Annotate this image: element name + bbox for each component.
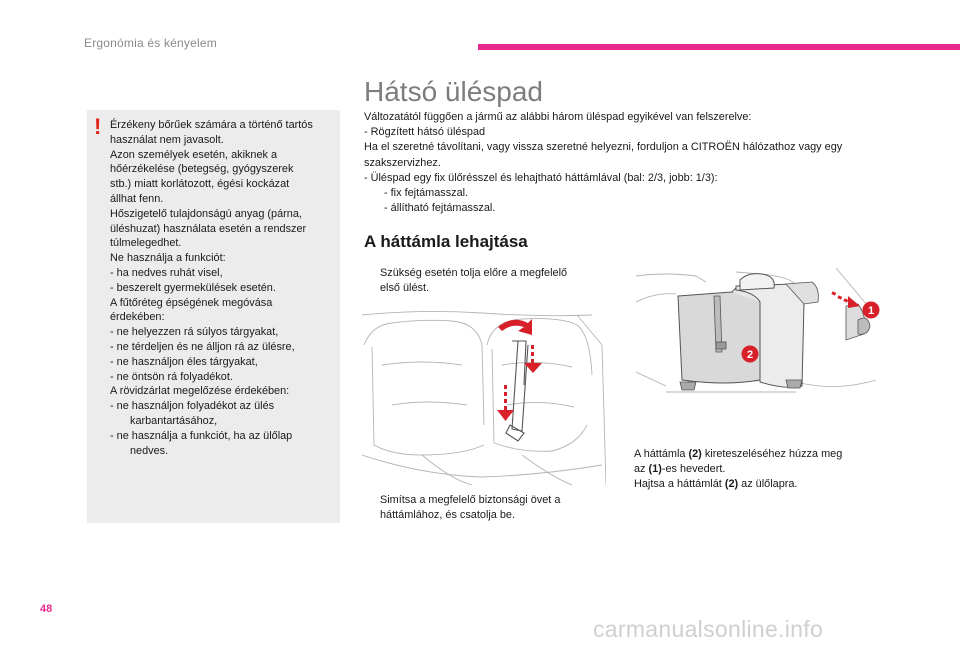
step-2-line: háttámlához, és csatolja be.	[380, 509, 516, 522]
warning-line: hőérzékelése (betegség, gyógyszerek	[110, 163, 294, 176]
warning-line: - ne használja a funkciót, ha az ülőlap	[110, 429, 293, 442]
page-title: Hátsó üléspad	[364, 76, 544, 107]
step-3-ref: (1)	[648, 463, 662, 476]
step-3-text: A háttámla	[634, 448, 689, 460]
step-1	[366, 266, 567, 296]
warning-line: Azon személyek esetén, akiknek a	[110, 148, 278, 161]
callout-1	[862, 301, 880, 319]
intro-text	[364, 110, 904, 216]
step-2	[366, 493, 560, 523]
warning-line: érdekében:	[110, 311, 165, 324]
section-title: Ergonómia és kényelem	[84, 36, 217, 50]
warning-line: - ne helyezzen rá súlyos tárgyakat,	[110, 326, 279, 339]
warning-line: Érzékeny bőrűek számára a történő tartós	[110, 119, 313, 131]
intro-line: - Rögzített hátsó üléspad	[364, 126, 486, 139]
intro-line: Változatától függően a jármű az alábbi három üléspad egyikével van felszerelve:	[364, 111, 752, 123]
warning-line: - ne térdeljen és ne álljon rá az ülésre,	[110, 340, 295, 353]
step-2-line: Simítsa a megfelelő biztonsági övet a	[380, 494, 561, 506]
warning-line: használat nem javasolt.	[110, 133, 224, 146]
intro-line: szakszervizhez.	[364, 156, 441, 169]
callout-1-label: 1	[867, 305, 875, 317]
warning-line: Ne használja a funkciót:	[110, 252, 226, 265]
intro-line: - állítható fejtámasszal.	[384, 202, 496, 215]
step-3-text: az ülőlapra.	[738, 478, 798, 491]
warning-line: karbantartásához,	[130, 414, 218, 427]
intro-line: Ha el szeretné távolítani, vagy vissza szeretné helyezni, forduljon a CITROËN hálózathoz vagy egy	[364, 141, 843, 154]
step-3-ref: (2)	[688, 448, 702, 460]
step-3-text: Hajtsa a háttámlát	[634, 478, 725, 491]
warning-line: túlmelegedhet.	[110, 237, 182, 250]
seatbelt-illustration	[362, 305, 606, 485]
warning-line: állhat fenn.	[110, 192, 164, 205]
step-3-text: -es hevedert.	[661, 463, 726, 476]
intro-line: - Üléspad egy fix ülőrésszel és lehajtható háttámlával (bal: 2/3, jobb: 1/3):	[364, 171, 718, 184]
warning-text	[110, 118, 335, 458]
step-1-line: első ülést.	[380, 282, 430, 295]
warning-line: A rövidzárlat megelőzése érdekében:	[110, 385, 290, 398]
step-3-ref: (2)	[724, 478, 739, 491]
watermark: carmanualsonline.info	[593, 616, 824, 642]
backrest-fold-illustration	[636, 262, 880, 412]
step-3	[620, 447, 842, 493]
page-number: 48	[40, 603, 53, 615]
step-3-text: kireteszeléséhez húzza meg	[701, 448, 843, 460]
warning-line: stb.) miatt korlátozott, égési kockázat	[110, 178, 290, 191]
warning-line: nedves.	[130, 444, 169, 457]
warning-line: Hőszigetelő tulajdonságú anyag (párna,	[110, 207, 302, 220]
warning-line: - ne használjon folyadékot az ülés	[110, 400, 275, 413]
step-3-text: az	[634, 463, 649, 476]
warning-line: üléshuzat) használata esetén a rendszer	[110, 222, 307, 235]
warning-line: - ne öntsön rá folyadékot.	[110, 370, 233, 383]
warning-line: - beszerelt gyermekülések esetén.	[110, 281, 276, 294]
warning-line: - ha nedves ruhát visel,	[110, 266, 223, 279]
header-accent-bar	[478, 44, 960, 50]
warning-line: - ne használjon éles tárgyakat,	[110, 355, 258, 368]
step-1-line: Szükség esetén tolja előre a megfelelő	[380, 267, 568, 279]
warning-line: A fűtőréteg épségének megóvása	[110, 296, 273, 309]
callout-2	[741, 345, 759, 363]
section-subheading: A háttámla lehajtása	[364, 232, 528, 251]
intro-line: - fix fejtámasszal.	[384, 187, 469, 200]
warning-icon: !	[94, 114, 102, 139]
callout-2-label: 2	[746, 349, 754, 361]
